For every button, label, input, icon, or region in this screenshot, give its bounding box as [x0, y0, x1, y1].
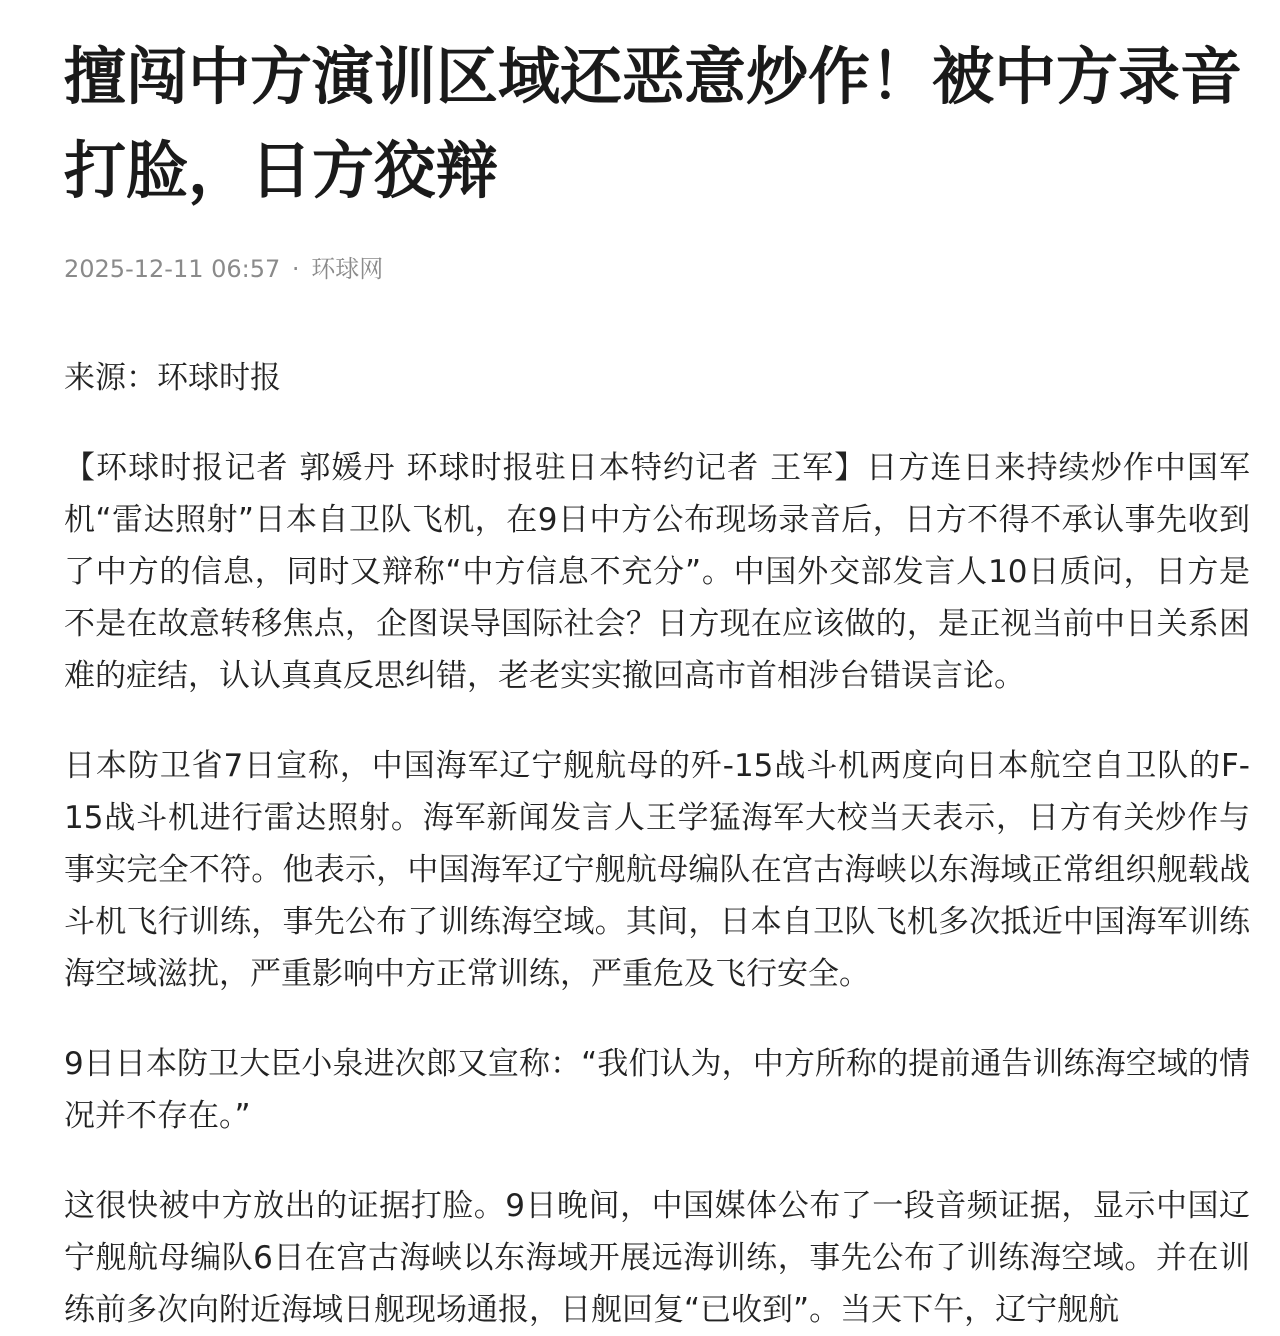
publish-date: 2025-12-11 06:57 [64, 255, 281, 283]
article-title: 擅闯中方演训区域还恶意炒作！被中方录音打脸，日方狡辩 [64, 40, 1243, 207]
paragraph-2: 日本防卫省7日宣称，中国海军辽宁舰航母的歼-15战斗机两度向日本航空自卫队的F-15战斗机进行雷达照射。海军新闻发言人王学猛海军大校当天表示，日方有关炒作与事实完全不符。他表示，中国海军辽宁舰航母编队在宫古海峡以东海域正常组织舰载战斗机飞行训练，事先公布了训练海空域。其间，日本自卫队飞机多次抵近中国海军训练海空域滋扰，严重影响中方正常训练，严重危及飞行安全。 [64, 748, 1250, 992]
paragraph-3: 9日日本防卫大臣小泉进次郎又宣称：“我们认为，中方所称的提前通告训练海空域的情况并不存在。” [64, 1046, 1250, 1134]
article [64, 30, 1250, 1336]
article-meta [64, 252, 1250, 286]
article-source: 来源：环球时报 [64, 360, 281, 396]
paragraph-1: 【环球时报记者 郭媛丹 环球时报驻日本特约记者 王军】日方连日来持续炒作中国军机“雷达照射”日本自卫队飞机，在9日中方公布现场录音后，日方不得不承认事先收到了中方的信息，同时又辩称“中方信息不充分”。中国外交部发言人10日质问，日方是不是在故意转移焦点，企图误导国际社会？日方现在应该做的，是正视当前中日关系困难的症结，认认真真反思纠错，老老实实撤回高市首相涉台错误言论。 [64, 450, 1250, 694]
publisher-name[interactable]: 环球网 [311, 255, 384, 283]
paragraph-4: 这很快被中方放出的证据打脸。9日晚间，中国媒体公布了一段音频证据，显示中国辽宁舰航母编队6日在宫古海峡以东海域开展远海训练，事先公布了训练海空域。并在训练前多次向附近海域日舰现场通报，日舰回复“已收到”。当天下午，辽宁舰航 [64, 1188, 1250, 1328]
meta-separator: · [291, 255, 300, 283]
